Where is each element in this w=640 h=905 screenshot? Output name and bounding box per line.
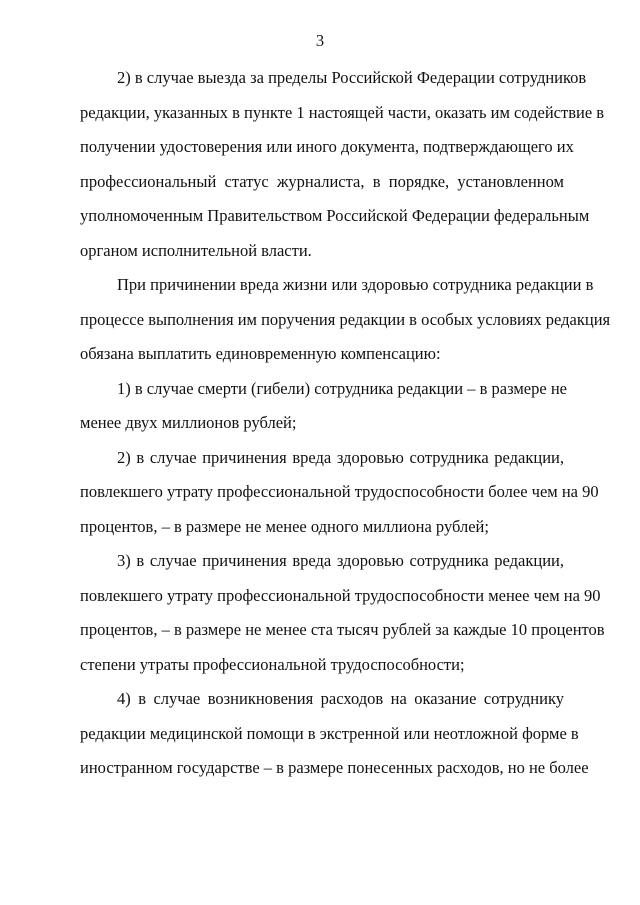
paragraph-item-3-harm-under-90 <box>80 551 605 689</box>
text-line: процессе выполнения им поручения редакции в особых условиях редакция <box>80 309 611 329</box>
text-line: 2) в случае причинения вреда здоровью сотрудника редакции, <box>117 447 564 467</box>
document-body <box>80 68 611 793</box>
text-line: процентов, – в размере не менее одного миллиона рублей; <box>80 516 489 536</box>
text-line: повлекшего утрату профессиональной трудоспособности менее чем на 90 <box>80 585 601 605</box>
text-line: иностранном государстве – в размере понесенных расходов, но не более <box>80 758 589 777</box>
text-line: повлекшего утрату профессиональной трудоспособности более чем на 90 <box>80 482 599 501</box>
paragraph-compensation-intro <box>80 275 611 379</box>
text-line: степени утраты профессиональной трудоспособности; <box>80 654 465 674</box>
text-line: уполномоченным Правительством Российской Федерации федеральным <box>80 206 590 225</box>
paragraph-item-2-harm-over-90 <box>80 447 599 552</box>
text-line: 3) в случае причинения вреда здоровью сотрудника редакции, <box>117 551 564 570</box>
text-line: органом исполнительной власти. <box>80 240 312 260</box>
text-line: обязана выплатить единовременную компенсацию: <box>80 344 441 363</box>
text-line: 1) в случае смерти (гибели) сотрудника редакции – в размере не <box>117 378 567 398</box>
text-line: менее двух миллионов рублей; <box>80 413 297 432</box>
text-line: 2) в случае выезда за пределы Российской Федерации сотрудников <box>117 68 587 87</box>
paragraph-item-1-death <box>80 378 567 448</box>
text-line: процентов, – в размере не менее ста тысяч рублей за каждые 10 процентов <box>80 620 605 639</box>
text-line: получении удостоверения или иного документа, подтверждающего их <box>80 137 574 156</box>
text-line: редакции, указанных в пункте 1 настоящей части, оказать им содействие в <box>80 102 605 122</box>
text-line: профессиональный статус журналиста, в порядке, установленном <box>80 171 564 191</box>
text-line: При причинении вреда жизни или здоровью сотрудника редакции в <box>117 275 594 294</box>
page-number: 3 <box>315 31 325 50</box>
paragraph-item-2-abroad <box>80 68 605 275</box>
text-line: редакции медицинской помощи в экстренной или неотложной форме в <box>80 723 579 743</box>
text-line: 4) в случае возникновения расходов на оказание сотруднику <box>117 689 564 708</box>
paragraph-item-4-medical-expenses <box>80 689 589 793</box>
